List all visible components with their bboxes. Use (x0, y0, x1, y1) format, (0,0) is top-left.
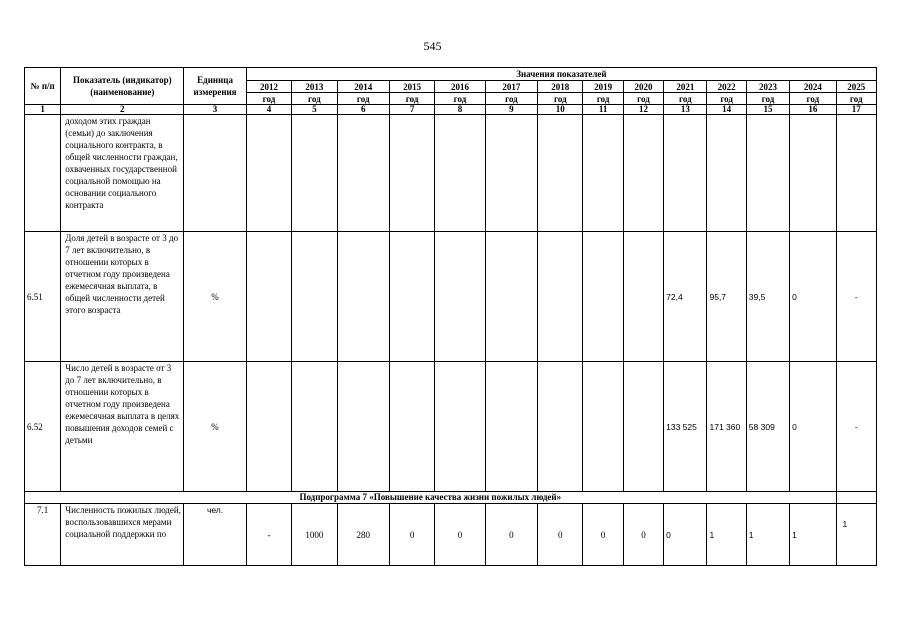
row-indicator: Численность пожилых людей, воспользовавшихся мерами социальной поддержки по (61, 504, 184, 566)
row-indicator: Число детей в возрасте от 3 до 7 лет включительно, в отношении которых в отчетном году произведена ежемесячная выплата в целях повышения доходов семей с детьми (61, 362, 184, 492)
value-cell: 280 (337, 504, 389, 566)
header-values-title: Значения показателей (246, 68, 876, 81)
value-cell (583, 362, 623, 492)
year-cell: 2013 (292, 81, 337, 93)
column-number: 9 (485, 105, 537, 115)
column-number: 5 (292, 105, 337, 115)
value-cell (246, 362, 291, 492)
column-number: 17 (836, 105, 876, 115)
column-number: 6 (337, 105, 389, 115)
value-cell: 0 (623, 504, 663, 566)
column-number: 1 (25, 105, 61, 115)
year-cell: 2018 (538, 81, 583, 93)
value-cell: - (836, 232, 876, 362)
value-cell: 0 (790, 362, 836, 492)
column-number: 8 (435, 105, 485, 115)
column-number: 7 (389, 105, 434, 115)
year-cell: 2017 (485, 81, 537, 93)
column-number: 16 (790, 105, 836, 115)
value-cell: 0 (583, 504, 623, 566)
value-cell: 1 (707, 504, 746, 566)
value-cell (389, 232, 434, 362)
year-cell: 2016 (435, 81, 485, 93)
table-row (25, 115, 877, 232)
year-suffix: год (389, 93, 434, 105)
indicators-table (24, 67, 877, 566)
year-cell: 2019 (583, 81, 623, 93)
row-no: 6.51 (25, 232, 61, 362)
value-cell (707, 115, 746, 232)
value-cell (337, 232, 389, 362)
page-number: 545 (423, 39, 442, 53)
table-row (25, 232, 877, 362)
value-cell (790, 115, 836, 232)
value-cell (746, 115, 789, 232)
value-cell: - (246, 504, 291, 566)
value-cell: 1 (746, 504, 789, 566)
column-number: 2 (61, 105, 184, 115)
value-cell: 72,4 (664, 232, 707, 362)
row-no (25, 115, 61, 232)
value-cell: 95,7 (707, 232, 746, 362)
year-suffix: год (623, 93, 663, 105)
year-suffix: год (246, 93, 291, 105)
year-suffix: год (836, 93, 876, 105)
header-unit: Единица измерения (184, 68, 247, 105)
value-cell (583, 115, 623, 232)
year-cell: 2022 (707, 81, 746, 93)
year-suffix: год (583, 93, 623, 105)
year-suffix: год (292, 93, 337, 105)
value-cell (389, 115, 434, 232)
value-cell (485, 115, 537, 232)
value-cell (485, 232, 537, 362)
column-number: 13 (664, 105, 707, 115)
year-cell: 2025 (836, 81, 876, 93)
column-number: 4 (246, 105, 291, 115)
year-cell: 2020 (623, 81, 663, 93)
value-cell: 0 (538, 504, 583, 566)
value-cell (485, 362, 537, 492)
subprogram-empty-cell (836, 492, 876, 504)
value-cell: 1 (790, 504, 836, 566)
year-suffix: год (707, 93, 746, 105)
value-cell (623, 115, 663, 232)
column-number: 12 (623, 105, 663, 115)
value-cell (292, 115, 337, 232)
table-row (25, 504, 877, 566)
value-cell (623, 232, 663, 362)
value-cell (435, 232, 485, 362)
row-no: 7.1 (25, 504, 61, 566)
value-cell: 39,5 (746, 232, 789, 362)
year-cell: 2023 (746, 81, 789, 93)
value-cell (337, 115, 389, 232)
year-suffix: год (664, 93, 707, 105)
column-number-row (25, 105, 877, 115)
row-unit: % (184, 232, 247, 362)
header-no: № п/п (25, 68, 61, 105)
value-cell (246, 232, 291, 362)
value-cell (623, 362, 663, 492)
value-cell (435, 362, 485, 492)
table-row (25, 362, 877, 492)
row-unit: чел. (184, 504, 247, 566)
value-cell (664, 115, 707, 232)
value-cell: 1000 (292, 504, 337, 566)
value-cell (337, 362, 389, 492)
value-cell: 0 (485, 504, 537, 566)
column-number: 3 (184, 105, 247, 115)
column-number: 14 (707, 105, 746, 115)
year-cell: 2024 (790, 81, 836, 93)
value-cell (435, 115, 485, 232)
subprogram-title: Подпрограмма 7 «Повышение качества жизни пожилых людей» (25, 492, 837, 504)
year-cell: 2014 (337, 81, 389, 93)
value-cell: 0 (389, 504, 434, 566)
year-cell: 2021 (664, 81, 707, 93)
year-suffix: год (337, 93, 389, 105)
header-indicator: Показатель (индикатор) (наименование) (61, 68, 184, 105)
row-indicator: доходом этих граждан (семьи) до заключения социального контракта, в общей численности граждан, охваченных государственной социальной помощью на основании социального контракта (61, 115, 184, 232)
year-suffix: год (790, 93, 836, 105)
year-cell: 2012 (246, 81, 291, 93)
value-cell (292, 232, 337, 362)
row-unit (184, 115, 247, 232)
year-cell: 2015 (389, 81, 434, 93)
year-suffix: год (485, 93, 537, 105)
value-cell: - (836, 362, 876, 492)
column-number: 10 (538, 105, 583, 115)
year-suffix: год (435, 93, 485, 105)
column-number: 15 (746, 105, 789, 115)
row-indicator: Доля детей в возрасте от 3 до 7 лет включительно, в отношении которых в отчетном году произведена ежемесячная выплата, в общей численности детей этого возраста (61, 232, 184, 362)
year-suffix: год (538, 93, 583, 105)
value-cell: 171 360 (707, 362, 746, 492)
value-cell (246, 115, 291, 232)
value-cell (583, 232, 623, 362)
value-cell: 133 525 (664, 362, 707, 492)
value-cell: 0 (790, 232, 836, 362)
subprogram-row (25, 492, 877, 504)
column-number: 11 (583, 105, 623, 115)
value-cell (538, 232, 583, 362)
value-cell (538, 362, 583, 492)
value-cell (292, 362, 337, 492)
value-cell: 58 309 (746, 362, 789, 492)
value-cell (836, 115, 876, 232)
row-unit: % (184, 362, 247, 492)
value-cell: 0 (435, 504, 485, 566)
value-cell: 0 (664, 504, 707, 566)
year-suffix: год (746, 93, 789, 105)
row-no: 6.52 (25, 362, 61, 492)
value-cell (389, 362, 434, 492)
value-cell: 1 (836, 504, 876, 566)
value-cell (538, 115, 583, 232)
